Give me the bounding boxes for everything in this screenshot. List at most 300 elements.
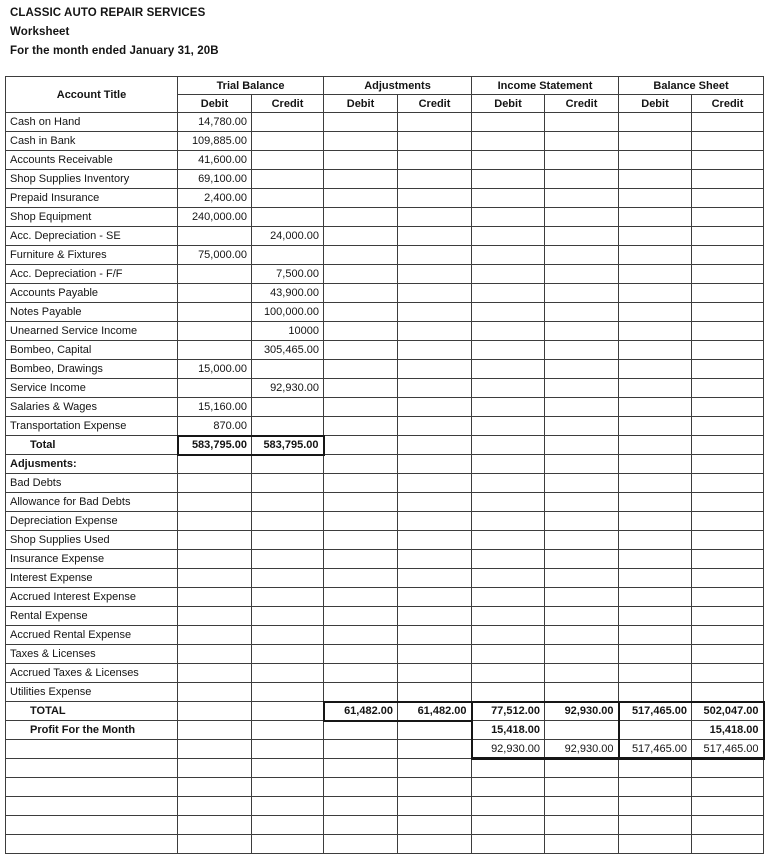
amount-cell bbox=[398, 664, 472, 683]
amount-cell bbox=[692, 436, 764, 455]
amount-cell bbox=[619, 436, 692, 455]
amount-cell bbox=[545, 417, 619, 436]
account-title-cell bbox=[6, 740, 178, 759]
amount-cell bbox=[178, 284, 252, 303]
period-line: For the month ended January 31, 20B bbox=[10, 45, 219, 57]
amount-cell bbox=[324, 132, 398, 151]
amount-cell bbox=[252, 132, 324, 151]
amount-cell bbox=[692, 664, 764, 683]
amount-cell bbox=[619, 778, 692, 797]
amount-cell bbox=[545, 379, 619, 398]
table-row bbox=[6, 493, 764, 512]
account-title-cell: Bombeo, Capital bbox=[6, 341, 178, 360]
amount-cell bbox=[398, 265, 472, 284]
amount-cell: 870.00 bbox=[178, 417, 252, 436]
amount-cell bbox=[398, 303, 472, 322]
amount-cell bbox=[692, 398, 764, 417]
amount-cell bbox=[472, 474, 545, 493]
amount-cell bbox=[398, 588, 472, 607]
amount-cell bbox=[692, 797, 764, 816]
amount-cell bbox=[324, 626, 398, 645]
amount-cell bbox=[692, 493, 764, 512]
amount-cell bbox=[619, 683, 692, 702]
amount-cell bbox=[324, 588, 398, 607]
document-header bbox=[10, 7, 219, 64]
amount-cell bbox=[692, 645, 764, 664]
account-title-cell: Utilities Expense bbox=[6, 683, 178, 702]
amount-cell bbox=[398, 455, 472, 474]
amount-cell: 61,482.00 bbox=[398, 702, 472, 721]
amount-cell bbox=[619, 265, 692, 284]
account-title-cell: Accrued Interest Expense bbox=[6, 588, 178, 607]
amount-cell: 2,400.00 bbox=[178, 189, 252, 208]
amount-cell bbox=[178, 759, 252, 778]
amount-cell bbox=[619, 246, 692, 265]
amount-cell bbox=[178, 740, 252, 759]
amount-cell bbox=[324, 778, 398, 797]
amount-cell bbox=[252, 797, 324, 816]
amount-cell bbox=[472, 436, 545, 455]
amount-cell bbox=[545, 816, 619, 835]
amount-cell bbox=[545, 474, 619, 493]
amount-cell bbox=[178, 474, 252, 493]
amount-cell bbox=[692, 474, 764, 493]
table-row bbox=[6, 664, 764, 683]
amount-cell bbox=[619, 721, 692, 740]
amount-cell bbox=[398, 132, 472, 151]
table-row bbox=[6, 208, 764, 227]
table-row bbox=[6, 626, 764, 645]
amount-cell bbox=[178, 835, 252, 854]
table-row bbox=[6, 550, 764, 569]
amount-cell bbox=[545, 835, 619, 854]
account-title-cell: Cash in Bank bbox=[6, 132, 178, 151]
amount-cell bbox=[619, 569, 692, 588]
amount-cell bbox=[472, 132, 545, 151]
amount-cell bbox=[472, 645, 545, 664]
table-row bbox=[6, 683, 764, 702]
amount-cell bbox=[252, 512, 324, 531]
amount-cell bbox=[324, 417, 398, 436]
amount-cell: 502,047.00 bbox=[692, 702, 764, 721]
group-header-row bbox=[6, 77, 764, 95]
amount-cell bbox=[178, 664, 252, 683]
amount-cell bbox=[324, 341, 398, 360]
amount-cell bbox=[545, 132, 619, 151]
amount-cell bbox=[545, 626, 619, 645]
amount-cell bbox=[178, 816, 252, 835]
amount-cell bbox=[324, 531, 398, 550]
amount-cell bbox=[398, 512, 472, 531]
amount-cell bbox=[545, 151, 619, 170]
amount-cell bbox=[252, 417, 324, 436]
amount-cell bbox=[252, 474, 324, 493]
amount-cell bbox=[545, 759, 619, 778]
amount-cell bbox=[619, 626, 692, 645]
amount-cell: 517,465.00 bbox=[692, 740, 764, 759]
amount-cell bbox=[619, 113, 692, 132]
table-row bbox=[6, 417, 764, 436]
amount-cell bbox=[398, 189, 472, 208]
amount-cell bbox=[472, 569, 545, 588]
amount-cell bbox=[324, 360, 398, 379]
amount-cell bbox=[472, 417, 545, 436]
amount-cell bbox=[692, 550, 764, 569]
amount-cell: 43,900.00 bbox=[252, 284, 324, 303]
account-title-cell: Notes Payable bbox=[6, 303, 178, 322]
amount-cell bbox=[692, 246, 764, 265]
amount-cell bbox=[472, 683, 545, 702]
amount-cell bbox=[545, 683, 619, 702]
table-row bbox=[6, 189, 764, 208]
amount-cell bbox=[472, 341, 545, 360]
table-row bbox=[6, 702, 764, 721]
table-row bbox=[6, 132, 764, 151]
table-row bbox=[6, 151, 764, 170]
amount-cell bbox=[545, 284, 619, 303]
account-title-cell: Furniture & Fixtures bbox=[6, 246, 178, 265]
account-title-cell: Accounts Payable bbox=[6, 284, 178, 303]
amount-cell bbox=[545, 664, 619, 683]
table-row bbox=[6, 569, 764, 588]
account-title-cell: Acc. Depreciation - F/F bbox=[6, 265, 178, 284]
amount-cell bbox=[619, 379, 692, 398]
amount-cell bbox=[545, 797, 619, 816]
amount-cell bbox=[545, 645, 619, 664]
amount-cell bbox=[545, 512, 619, 531]
account-title-cell: Service Income bbox=[6, 379, 178, 398]
account-title-cell: Interest Expense bbox=[6, 569, 178, 588]
amount-cell bbox=[545, 436, 619, 455]
amount-cell bbox=[619, 607, 692, 626]
amount-cell bbox=[692, 303, 764, 322]
account-title-cell: Shop Equipment bbox=[6, 208, 178, 227]
amount-cell bbox=[252, 360, 324, 379]
amount-cell bbox=[545, 588, 619, 607]
amount-cell bbox=[324, 170, 398, 189]
account-title-cell bbox=[6, 816, 178, 835]
amount-cell bbox=[398, 740, 472, 759]
column-header-credit: Credit bbox=[398, 95, 472, 113]
amount-cell bbox=[692, 607, 764, 626]
amount-cell: 15,160.00 bbox=[178, 398, 252, 417]
table-row bbox=[6, 740, 764, 759]
column-header-credit: Credit bbox=[692, 95, 764, 113]
table-row bbox=[6, 227, 764, 246]
amount-cell bbox=[545, 189, 619, 208]
table-row bbox=[6, 607, 764, 626]
amount-cell bbox=[252, 645, 324, 664]
amount-cell bbox=[619, 151, 692, 170]
amount-cell bbox=[692, 151, 764, 170]
amount-cell bbox=[178, 626, 252, 645]
amount-cell: 517,465.00 bbox=[619, 740, 692, 759]
table-row bbox=[6, 778, 764, 797]
amount-cell bbox=[324, 493, 398, 512]
amount-cell bbox=[324, 550, 398, 569]
amount-cell bbox=[178, 569, 252, 588]
amount-cell bbox=[252, 531, 324, 550]
amount-cell bbox=[472, 531, 545, 550]
amount-cell: 77,512.00 bbox=[472, 702, 545, 721]
amount-cell bbox=[692, 113, 764, 132]
amount-cell bbox=[692, 778, 764, 797]
amount-cell: 517,465.00 bbox=[619, 702, 692, 721]
amount-cell bbox=[324, 474, 398, 493]
table-row bbox=[6, 303, 764, 322]
amount-cell bbox=[178, 645, 252, 664]
amount-cell bbox=[545, 113, 619, 132]
amount-cell bbox=[398, 550, 472, 569]
amount-cell bbox=[252, 246, 324, 265]
amount-cell bbox=[252, 626, 324, 645]
amount-cell: 7,500.00 bbox=[252, 265, 324, 284]
amount-cell bbox=[619, 303, 692, 322]
table-row bbox=[6, 816, 764, 835]
amount-cell bbox=[252, 740, 324, 759]
amount-cell bbox=[472, 151, 545, 170]
worksheet-body bbox=[6, 113, 764, 854]
amount-cell bbox=[692, 626, 764, 645]
group-header-adjustments: Adjustments bbox=[324, 77, 472, 95]
amount-cell bbox=[252, 778, 324, 797]
amount-cell bbox=[619, 398, 692, 417]
amount-cell bbox=[178, 512, 252, 531]
amount-cell bbox=[692, 284, 764, 303]
amount-cell bbox=[398, 759, 472, 778]
amount-cell bbox=[178, 778, 252, 797]
column-header-account-title: Account Title bbox=[6, 77, 178, 113]
amount-cell bbox=[545, 265, 619, 284]
amount-cell bbox=[692, 455, 764, 474]
amount-cell bbox=[398, 645, 472, 664]
amount-cell bbox=[252, 664, 324, 683]
table-row bbox=[6, 455, 764, 474]
amount-cell bbox=[324, 835, 398, 854]
amount-cell bbox=[252, 835, 324, 854]
amount-cell bbox=[324, 455, 398, 474]
amount-cell bbox=[324, 816, 398, 835]
amount-cell: 75,000.00 bbox=[178, 246, 252, 265]
account-title-cell: Insurance Expense bbox=[6, 550, 178, 569]
account-title-cell: Bombeo, Drawings bbox=[6, 360, 178, 379]
amount-cell bbox=[398, 569, 472, 588]
amount-cell bbox=[324, 303, 398, 322]
amount-cell: 41,600.00 bbox=[178, 151, 252, 170]
amount-cell bbox=[398, 778, 472, 797]
account-title-cell: Taxes & Licenses bbox=[6, 645, 178, 664]
amount-cell bbox=[472, 493, 545, 512]
amount-cell bbox=[178, 322, 252, 341]
amount-cell bbox=[472, 189, 545, 208]
amount-cell bbox=[398, 474, 472, 493]
table-row bbox=[6, 113, 764, 132]
account-title-cell: TOTAL bbox=[6, 702, 178, 721]
amount-cell bbox=[619, 759, 692, 778]
table-row bbox=[6, 645, 764, 664]
amount-cell bbox=[398, 531, 472, 550]
account-title-cell bbox=[6, 778, 178, 797]
amount-cell bbox=[324, 208, 398, 227]
account-title-cell: Salaries & Wages bbox=[6, 398, 178, 417]
amount-cell bbox=[692, 531, 764, 550]
amount-cell bbox=[692, 208, 764, 227]
account-title-cell bbox=[6, 797, 178, 816]
group-header-trial-balance: Trial Balance bbox=[178, 77, 324, 95]
amount-cell bbox=[398, 436, 472, 455]
amount-cell bbox=[692, 341, 764, 360]
account-title-cell: Bad Debts bbox=[6, 474, 178, 493]
amount-cell: 10000 bbox=[252, 322, 324, 341]
amount-cell bbox=[252, 151, 324, 170]
worksheet-header bbox=[6, 77, 764, 113]
amount-cell bbox=[252, 721, 324, 740]
amount-cell bbox=[472, 550, 545, 569]
amount-cell bbox=[619, 170, 692, 189]
amount-cell bbox=[472, 322, 545, 341]
amount-cell bbox=[619, 360, 692, 379]
amount-cell bbox=[619, 208, 692, 227]
company-name: CLASSIC AUTO REPAIR SERVICES bbox=[10, 7, 206, 19]
amount-cell bbox=[252, 607, 324, 626]
amount-cell bbox=[545, 303, 619, 322]
amount-cell bbox=[252, 455, 324, 474]
amount-cell: 583,795.00 bbox=[178, 436, 252, 455]
amount-cell bbox=[619, 284, 692, 303]
amount-cell bbox=[472, 246, 545, 265]
amount-cell bbox=[619, 835, 692, 854]
amount-cell bbox=[619, 189, 692, 208]
amount-cell bbox=[472, 208, 545, 227]
amount-cell bbox=[178, 303, 252, 322]
amount-cell bbox=[252, 588, 324, 607]
amount-cell bbox=[692, 512, 764, 531]
amount-cell bbox=[324, 379, 398, 398]
amount-cell bbox=[324, 683, 398, 702]
amount-cell bbox=[324, 265, 398, 284]
column-header-debit: Debit bbox=[619, 95, 692, 113]
amount-cell bbox=[252, 170, 324, 189]
table-row bbox=[6, 588, 764, 607]
table-row bbox=[6, 360, 764, 379]
amount-cell bbox=[324, 645, 398, 664]
amount-cell bbox=[545, 721, 619, 740]
table-row bbox=[6, 170, 764, 189]
amount-cell bbox=[178, 493, 252, 512]
account-title-cell: Allowance for Bad Debts bbox=[6, 493, 178, 512]
document-title: Worksheet bbox=[10, 26, 70, 38]
amount-cell bbox=[324, 721, 398, 740]
amount-cell bbox=[398, 322, 472, 341]
amount-cell bbox=[472, 360, 545, 379]
amount-cell bbox=[324, 436, 398, 455]
account-title-cell: Acc. Depreciation - SE bbox=[6, 227, 178, 246]
amount-cell bbox=[178, 265, 252, 284]
amount-cell: 240,000.00 bbox=[178, 208, 252, 227]
amount-cell bbox=[472, 170, 545, 189]
column-header-credit: Credit bbox=[252, 95, 324, 113]
amount-cell bbox=[545, 493, 619, 512]
amount-cell: 69,100.00 bbox=[178, 170, 252, 189]
amount-cell bbox=[178, 341, 252, 360]
amount-cell bbox=[619, 531, 692, 550]
amount-cell bbox=[545, 227, 619, 246]
amount-cell: 15,418.00 bbox=[692, 721, 764, 740]
amount-cell bbox=[398, 360, 472, 379]
amount-cell bbox=[252, 569, 324, 588]
account-title-cell: Profit For the Month bbox=[6, 721, 178, 740]
amount-cell bbox=[545, 607, 619, 626]
account-title-cell: Adjusments: bbox=[6, 455, 178, 474]
account-title-cell bbox=[6, 759, 178, 778]
amount-cell bbox=[692, 170, 764, 189]
amount-cell bbox=[398, 683, 472, 702]
amount-cell bbox=[324, 740, 398, 759]
table-row bbox=[6, 284, 764, 303]
account-title-cell: Cash on Hand bbox=[6, 113, 178, 132]
account-title-cell: Transportation Expense bbox=[6, 417, 178, 436]
amount-cell bbox=[472, 284, 545, 303]
group-header-income-statement: Income Statement bbox=[472, 77, 619, 95]
amount-cell bbox=[324, 151, 398, 170]
amount-cell bbox=[398, 151, 472, 170]
table-row bbox=[6, 512, 764, 531]
amount-cell bbox=[398, 626, 472, 645]
amount-cell bbox=[252, 208, 324, 227]
amount-cell bbox=[545, 322, 619, 341]
amount-cell: 92,930.00 bbox=[472, 740, 545, 759]
account-title-cell: Depreciation Expense bbox=[6, 512, 178, 531]
amount-cell bbox=[472, 512, 545, 531]
amount-cell bbox=[692, 683, 764, 702]
amount-cell: 15,000.00 bbox=[178, 360, 252, 379]
amount-cell bbox=[398, 170, 472, 189]
account-title-cell: Total bbox=[6, 436, 178, 455]
amount-cell bbox=[619, 341, 692, 360]
amount-cell bbox=[692, 835, 764, 854]
amount-cell bbox=[472, 759, 545, 778]
amount-cell bbox=[324, 398, 398, 417]
table-row bbox=[6, 436, 764, 455]
amount-cell bbox=[619, 417, 692, 436]
amount-cell bbox=[619, 322, 692, 341]
amount-cell bbox=[619, 797, 692, 816]
account-title-cell: Prepaid Insurance bbox=[6, 189, 178, 208]
amount-cell bbox=[398, 721, 472, 740]
amount-cell bbox=[545, 550, 619, 569]
table-row bbox=[6, 474, 764, 493]
amount-cell bbox=[692, 189, 764, 208]
amount-cell bbox=[398, 607, 472, 626]
table-row bbox=[6, 721, 764, 740]
amount-cell bbox=[324, 284, 398, 303]
amount-cell bbox=[619, 588, 692, 607]
amount-cell bbox=[398, 417, 472, 436]
amount-cell bbox=[398, 816, 472, 835]
amount-cell bbox=[178, 455, 252, 474]
amount-cell: 100,000.00 bbox=[252, 303, 324, 322]
amount-cell: 15,418.00 bbox=[472, 721, 545, 740]
amount-cell bbox=[398, 493, 472, 512]
amount-cell bbox=[398, 835, 472, 854]
amount-cell: 92,930.00 bbox=[545, 702, 619, 721]
amount-cell bbox=[324, 759, 398, 778]
amount-cell bbox=[178, 702, 252, 721]
amount-cell bbox=[619, 132, 692, 151]
amount-cell bbox=[178, 531, 252, 550]
table-row bbox=[6, 797, 764, 816]
amount-cell: 14,780.00 bbox=[178, 113, 252, 132]
